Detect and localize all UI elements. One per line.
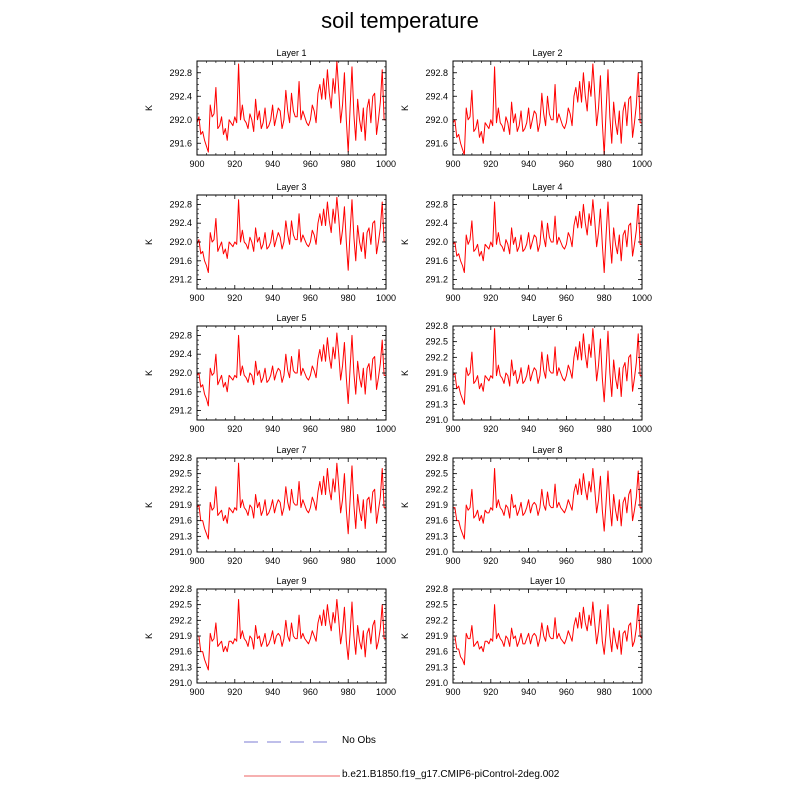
plot-frame: [453, 589, 642, 683]
data-series-line: [453, 468, 642, 539]
x-tick-label: 1000: [631, 687, 653, 697]
y-tick-label: 291.6: [169, 386, 192, 397]
panel-title: Layer 1: [276, 48, 307, 58]
x-tick-label: 940: [265, 687, 281, 697]
data-series-line: [453, 602, 642, 665]
y-tick-label: 292.5: [425, 599, 448, 610]
y-tick-label: 291.0: [169, 678, 192, 688]
x-tick-label: 1000: [375, 159, 397, 169]
x-tick-label: 900: [445, 424, 461, 434]
x-tick-label: 920: [227, 424, 243, 434]
panel-title: Layer 8: [532, 445, 563, 455]
y-tick-label: 291.2: [169, 405, 192, 416]
y-axis-label: K: [400, 104, 410, 112]
y-tick-label: 291.6: [169, 515, 192, 526]
data-series-line: [453, 329, 642, 405]
data-series-line: [453, 200, 642, 273]
y-tick-label: 291.9: [425, 500, 448, 510]
chart-panel-2: [400, 48, 652, 169]
y-tick-label: 292.5: [425, 468, 448, 479]
plot-frame: [453, 195, 642, 289]
panel-title: Layer 9: [276, 576, 307, 586]
x-tick-label: 900: [189, 293, 205, 303]
panel-title: Layer 2: [532, 48, 563, 58]
y-axis-label: K: [144, 501, 154, 509]
y-tick-label: 292.8: [425, 67, 448, 78]
y-tick-label: 292.2: [169, 484, 192, 495]
y-tick-label: 291.6: [425, 383, 448, 394]
y-tick-label: 291.6: [169, 646, 192, 657]
chart-panel-10: [400, 576, 652, 697]
plot-frame: [197, 589, 386, 683]
x-tick-label: 900: [189, 687, 205, 697]
y-tick-label: 292.2: [425, 352, 448, 363]
x-tick-label: 1000: [631, 293, 653, 303]
y-tick-label: 292.8: [169, 330, 192, 341]
x-tick-label: 920: [483, 556, 499, 566]
y-axis-label: K: [144, 104, 154, 112]
x-tick-label: 980: [340, 556, 356, 566]
x-tick-label: 1000: [631, 159, 653, 169]
x-tick-label: 920: [227, 556, 243, 566]
x-tick-label: 960: [558, 687, 574, 697]
x-tick-label: 960: [558, 556, 574, 566]
y-tick-label: 292.8: [169, 453, 192, 463]
y-tick-label: 291.2: [169, 274, 192, 285]
y-tick-label: 291.9: [425, 368, 448, 378]
y-tick-label: 291.6: [425, 515, 448, 526]
plot-frame: [197, 326, 386, 420]
y-axis-label: K: [144, 238, 154, 246]
x-tick-label: 900: [189, 424, 205, 434]
x-tick-label: 980: [340, 424, 356, 434]
chart-panel-5: [144, 313, 396, 434]
y-tick-label: 291.9: [169, 631, 192, 641]
y-tick-label: 292.8: [425, 453, 448, 463]
y-tick-label: 291.0: [425, 415, 448, 425]
y-tick-label: 292.0: [169, 114, 192, 125]
x-tick-label: 940: [521, 424, 537, 434]
x-tick-label: 900: [445, 556, 461, 566]
x-tick-label: 960: [302, 687, 318, 697]
y-axis-label: K: [400, 632, 410, 640]
y-axis-label: K: [400, 238, 410, 246]
y-tick-label: 291.6: [425, 138, 448, 149]
x-tick-label: 940: [265, 556, 281, 566]
y-tick-label: 292.5: [169, 599, 192, 610]
y-tick-label: 292.8: [169, 67, 192, 78]
y-tick-label: 291.3: [425, 399, 448, 410]
data-series-line: [453, 64, 642, 155]
y-tick-label: 292.0: [169, 368, 192, 378]
x-tick-label: 1000: [631, 424, 653, 434]
x-tick-label: 980: [596, 159, 612, 169]
panel-title: Layer 10: [529, 576, 566, 586]
x-tick-label: 980: [596, 687, 612, 697]
chart-title: soil temperature: [321, 8, 479, 33]
y-tick-label: 291.3: [169, 531, 192, 542]
y-tick-label: 292.8: [169, 199, 192, 210]
panel-title: Layer 4: [532, 182, 563, 192]
y-tick-label: 292.2: [425, 615, 448, 626]
x-tick-label: 920: [227, 687, 243, 697]
chart-panel-7: [144, 445, 396, 566]
x-tick-label: 1000: [375, 424, 397, 434]
y-tick-label: 291.3: [169, 662, 192, 673]
y-tick-label: 292.4: [169, 349, 192, 360]
y-tick-label: 291.6: [425, 255, 448, 266]
y-axis-label: K: [144, 369, 154, 377]
x-tick-label: 960: [558, 293, 574, 303]
x-tick-label: 920: [227, 293, 243, 303]
x-tick-label: 1000: [631, 556, 653, 566]
panel-title: Layer 6: [532, 313, 563, 323]
x-tick-label: 920: [483, 687, 499, 697]
x-tick-label: 900: [445, 293, 461, 303]
y-tick-label: 292.4: [169, 218, 192, 229]
x-tick-label: 940: [265, 424, 281, 434]
data-series-line: [197, 61, 386, 152]
x-tick-label: 1000: [375, 293, 397, 303]
x-tick-label: 980: [340, 687, 356, 697]
x-tick-label: 960: [302, 424, 318, 434]
y-tick-label: 292.5: [169, 468, 192, 479]
y-tick-label: 292.8: [425, 321, 448, 331]
y-tick-label: 291.9: [169, 500, 192, 510]
x-tick-label: 1000: [375, 687, 397, 697]
y-tick-label: 291.2: [425, 274, 448, 285]
y-tick-label: 291.0: [425, 547, 448, 557]
y-tick-label: 292.4: [425, 91, 448, 102]
plot-frame: [197, 195, 386, 289]
y-tick-label: 291.3: [425, 531, 448, 542]
y-axis-label: K: [144, 632, 154, 640]
y-tick-label: 292.8: [169, 584, 192, 594]
chart-panel-3: [144, 182, 396, 303]
y-axis-label: K: [400, 501, 410, 509]
legend-label-no-obs: No Obs: [342, 735, 376, 746]
plot-frame: [453, 458, 642, 552]
panel-title: Layer 5: [276, 313, 307, 323]
x-tick-label: 920: [483, 424, 499, 434]
legend-swatch-dashed: [244, 735, 340, 749]
x-tick-label: 980: [596, 424, 612, 434]
x-tick-label: 920: [483, 159, 499, 169]
x-tick-label: 980: [596, 556, 612, 566]
x-tick-label: 940: [521, 556, 537, 566]
x-tick-label: 900: [445, 687, 461, 697]
y-tick-label: 292.8: [425, 584, 448, 594]
data-series-line: [197, 599, 386, 670]
y-tick-label: 292.4: [425, 218, 448, 229]
x-tick-label: 980: [596, 293, 612, 303]
x-tick-label: 960: [302, 159, 318, 169]
y-tick-label: 292.5: [425, 336, 448, 347]
x-tick-label: 960: [302, 293, 318, 303]
y-tick-label: 291.0: [425, 678, 448, 688]
data-series-line: [197, 333, 386, 406]
y-tick-label: 291.6: [169, 138, 192, 149]
chart-panel-4: [400, 182, 652, 303]
x-tick-label: 1000: [375, 556, 397, 566]
chart-panel-9: [144, 576, 396, 697]
x-tick-label: 960: [558, 159, 574, 169]
x-tick-label: 940: [521, 293, 537, 303]
chart-panel-1: [144, 48, 396, 169]
x-tick-label: 980: [340, 293, 356, 303]
x-tick-label: 980: [340, 159, 356, 169]
x-tick-label: 900: [445, 159, 461, 169]
panel-title: Layer 3: [276, 182, 307, 192]
x-tick-label: 900: [189, 159, 205, 169]
chart-panel-8: [400, 445, 652, 566]
y-axis-label: K: [400, 369, 410, 377]
panel-title: Layer 7: [276, 445, 307, 455]
y-tick-label: 291.3: [425, 662, 448, 673]
x-tick-label: 960: [302, 556, 318, 566]
y-tick-label: 291.9: [425, 631, 448, 641]
y-tick-label: 291.6: [169, 255, 192, 266]
x-tick-label: 900: [189, 556, 205, 566]
x-tick-label: 920: [227, 159, 243, 169]
y-tick-label: 292.4: [169, 91, 192, 102]
x-tick-label: 920: [483, 293, 499, 303]
y-tick-label: 291.0: [169, 547, 192, 557]
plot-frame: [453, 326, 642, 420]
y-tick-label: 292.2: [169, 615, 192, 626]
x-tick-label: 940: [521, 159, 537, 169]
x-tick-label: 940: [521, 687, 537, 697]
y-tick-label: 292.8: [425, 199, 448, 210]
y-tick-label: 292.0: [169, 237, 192, 247]
legend-swatch-solid: [244, 769, 340, 783]
x-tick-label: 940: [265, 293, 281, 303]
chart-panel-6: [400, 313, 652, 434]
y-tick-label: 292.0: [425, 237, 448, 247]
y-tick-label: 291.6: [425, 646, 448, 657]
legend-label-model: b.e21.B1850.f19_g17.CMIP6-piControl-2deg.002: [342, 769, 560, 780]
x-tick-label: 960: [558, 424, 574, 434]
x-tick-label: 940: [265, 159, 281, 169]
plot-frame: [197, 458, 386, 552]
data-series-line: [197, 197, 386, 272]
data-series-line: [197, 463, 386, 539]
y-tick-label: 292.0: [425, 114, 448, 125]
y-tick-label: 292.2: [425, 484, 448, 495]
